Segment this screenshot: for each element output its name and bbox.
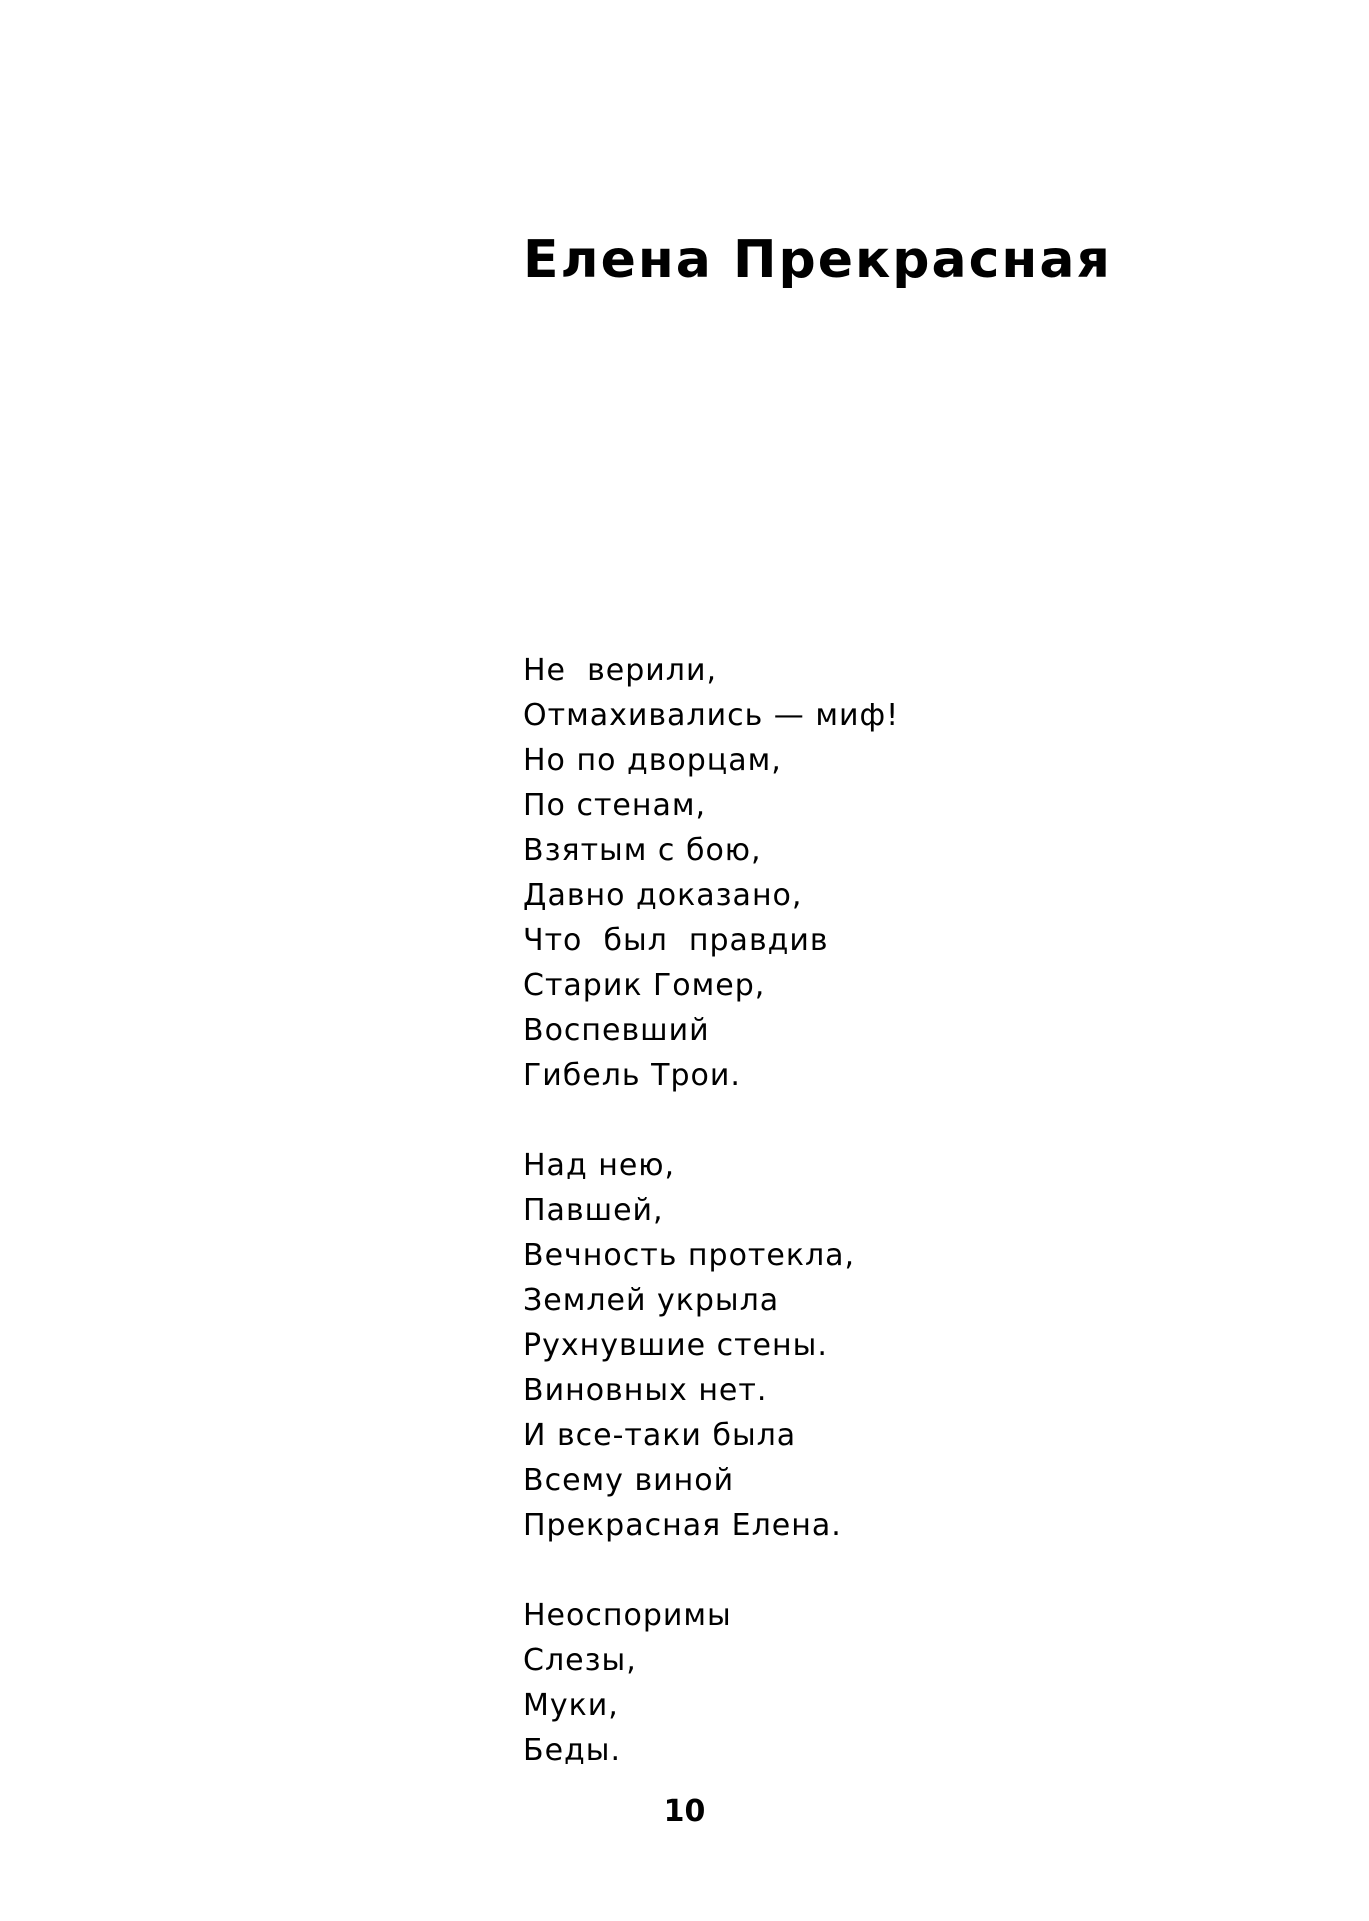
verse-line: Землей укрыла [523, 1283, 780, 1318]
verse-line: Воспевший [523, 1013, 710, 1048]
verse-line: Но по дворцам, [523, 743, 782, 778]
verse-line: Что был правдив [523, 923, 829, 958]
poem [523, 648, 899, 1773]
stanza-2 [523, 1143, 899, 1548]
verse-line: Муки, [523, 1688, 619, 1723]
verse-line: Слезы, [523, 1643, 637, 1678]
verse-line: И все-таки была [523, 1418, 797, 1453]
verse-line: По стенам, [523, 788, 707, 823]
verse-line: Павшей, [523, 1193, 664, 1228]
verse-line: Всему виной [523, 1463, 735, 1498]
verse-line: Беды. [523, 1733, 622, 1768]
verse-line: Вечность протекла, [523, 1238, 856, 1273]
verse-line: Гибель Трои. [523, 1058, 741, 1093]
verse-line: Отмахивались — миф! [523, 698, 900, 733]
verse-line: Давно доказано, [523, 878, 803, 913]
verse-line: Рухнувшие стены. [523, 1328, 828, 1363]
verse-line: Неоспоримы [523, 1598, 732, 1633]
page-number: 10 [663, 1794, 706, 1829]
stanza-1 [523, 648, 899, 1098]
verse-line: Взятым с бою, [523, 833, 762, 868]
verse-line: Виновных нет. [523, 1373, 768, 1408]
stanza-3 [523, 1593, 899, 1773]
verse-line: Прекрасная Елена. [523, 1508, 842, 1543]
verse-line: Над нею, [523, 1148, 676, 1183]
verse-line: Не верили, [523, 653, 717, 688]
verse-line: Старик Гомер, [523, 968, 766, 1003]
page-title: Елена Прекрасная [523, 230, 1112, 290]
